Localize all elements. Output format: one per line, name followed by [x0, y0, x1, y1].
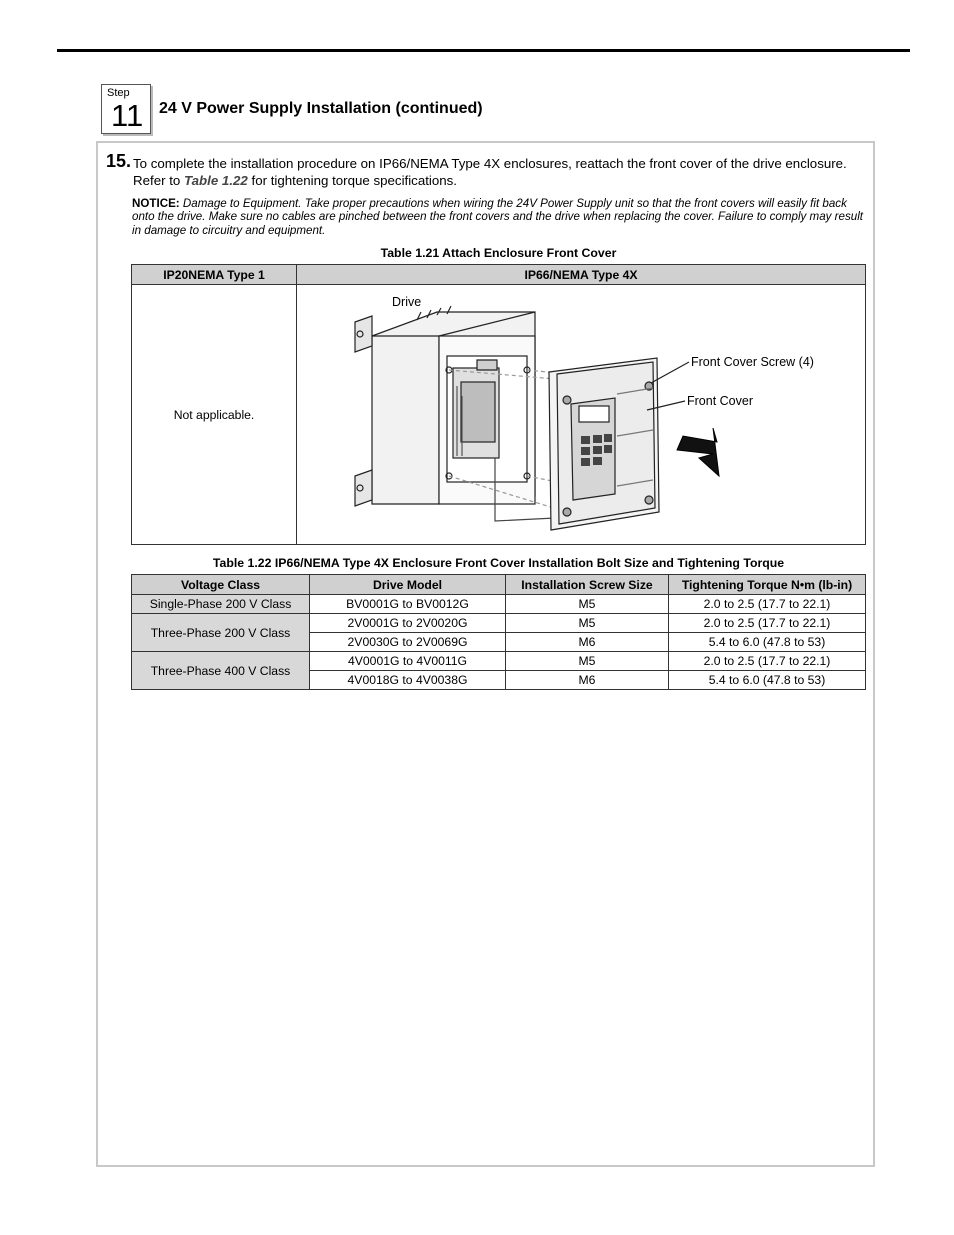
table-row — [132, 652, 866, 671]
screw-size-cell: M6 — [506, 671, 669, 690]
torque-cell: 5.4 to 6.0 (47.8 to 53) — [669, 671, 866, 690]
header-rule — [57, 49, 910, 52]
voltage-class-cell: Single-Phase 200 V Class — [132, 595, 310, 614]
table-row — [132, 614, 866, 633]
table2-caption: Table 1.22 IP66/NEMA Type 4X Enclosure Front Cover Installation Bolt Size and Tightening Torque — [212, 556, 785, 570]
table-row — [132, 595, 866, 614]
voltage-class-cell: Three-Phase 200 V Class — [132, 614, 310, 652]
figure-label-front-cover-screw: Front Cover Screw (4) — [691, 354, 814, 369]
table1-header-ip66: IP66/NEMA Type 4X — [297, 265, 866, 285]
torque-cell: 2.0 to 2.5 (17.7 to 22.1) — [669, 595, 866, 614]
step-badge — [101, 84, 151, 134]
table-reference-link[interactable]: Table 1.22 — [184, 173, 248, 188]
drive-model-cell: 2V0030G to 2V0069G — [310, 633, 506, 652]
figure-label-drive: Drive — [392, 294, 422, 309]
notice-label: NOTICE: — [132, 197, 180, 210]
drive-model-cell: 4V0001G to 4V0011G — [310, 652, 506, 671]
notice-block — [132, 197, 872, 237]
drive-model-cell: BV0001G to BV0012G — [310, 595, 506, 614]
table1-header-ip20: IP20NEMA Type 1 — [132, 265, 297, 285]
table1-cell-not-applicable: Not applicable. — [132, 285, 297, 545]
notice-text: Damage to Equipment. Take proper precautions when wiring the 24V Power Supply unit so that the front covers will easily fit back onto the drive. Make sure no cables are pinched between the front covers and the drive when replacing the cover. Failure to comply may result in damage to circuitry and equipment. — [132, 197, 864, 237]
torque-cell: 5.4 to 6.0 (47.8 to 53) — [669, 633, 866, 652]
table2-header-screw-size: Installation Screw Size — [506, 575, 669, 595]
enclosure-figure-cell — [297, 285, 866, 545]
item-text: To complete the installation procedure on IP66/NEMA Type 4X enclosures, reattach the front cover of the drive enclosure. Refer to Table 1.22 for tightening torque specifications. — [133, 156, 847, 188]
table1 — [131, 264, 866, 545]
screw-size-cell: M5 — [506, 614, 669, 633]
drive-model-cell: 2V0001G to 2V0020G — [310, 614, 506, 633]
screw-size-cell: M5 — [506, 652, 669, 671]
table2-header-drive-model: Drive Model — [310, 575, 506, 595]
voltage-class-cell: Three-Phase 400 V Class — [132, 652, 310, 690]
drive-model-cell: 4V0018G to 4V0038G — [310, 671, 506, 690]
table2-header-torque: Tightening Torque N•m (lb-in) — [669, 575, 866, 595]
figure-label-front-cover: Front Cover — [687, 393, 753, 408]
table1-caption: Table 1.21 Attach Enclosure Front Cover — [380, 246, 617, 260]
enclosure-illustration — [297, 286, 865, 544]
table2 — [131, 574, 866, 690]
step-number: 11 — [111, 98, 144, 133]
torque-cell: 2.0 to 2.5 (17.7 to 22.1) — [669, 614, 866, 633]
page-title: 24 V Power Supply Installation (continued) — [159, 100, 483, 117]
torque-cell: 2.0 to 2.5 (17.7 to 22.1) — [669, 652, 866, 671]
screw-size-cell: M6 — [506, 633, 669, 652]
item-number: 15. — [106, 151, 132, 171]
screw-size-cell: M5 — [506, 595, 669, 614]
step-label: Step — [107, 87, 130, 99]
table2-header-voltage-class: Voltage Class — [132, 575, 310, 595]
